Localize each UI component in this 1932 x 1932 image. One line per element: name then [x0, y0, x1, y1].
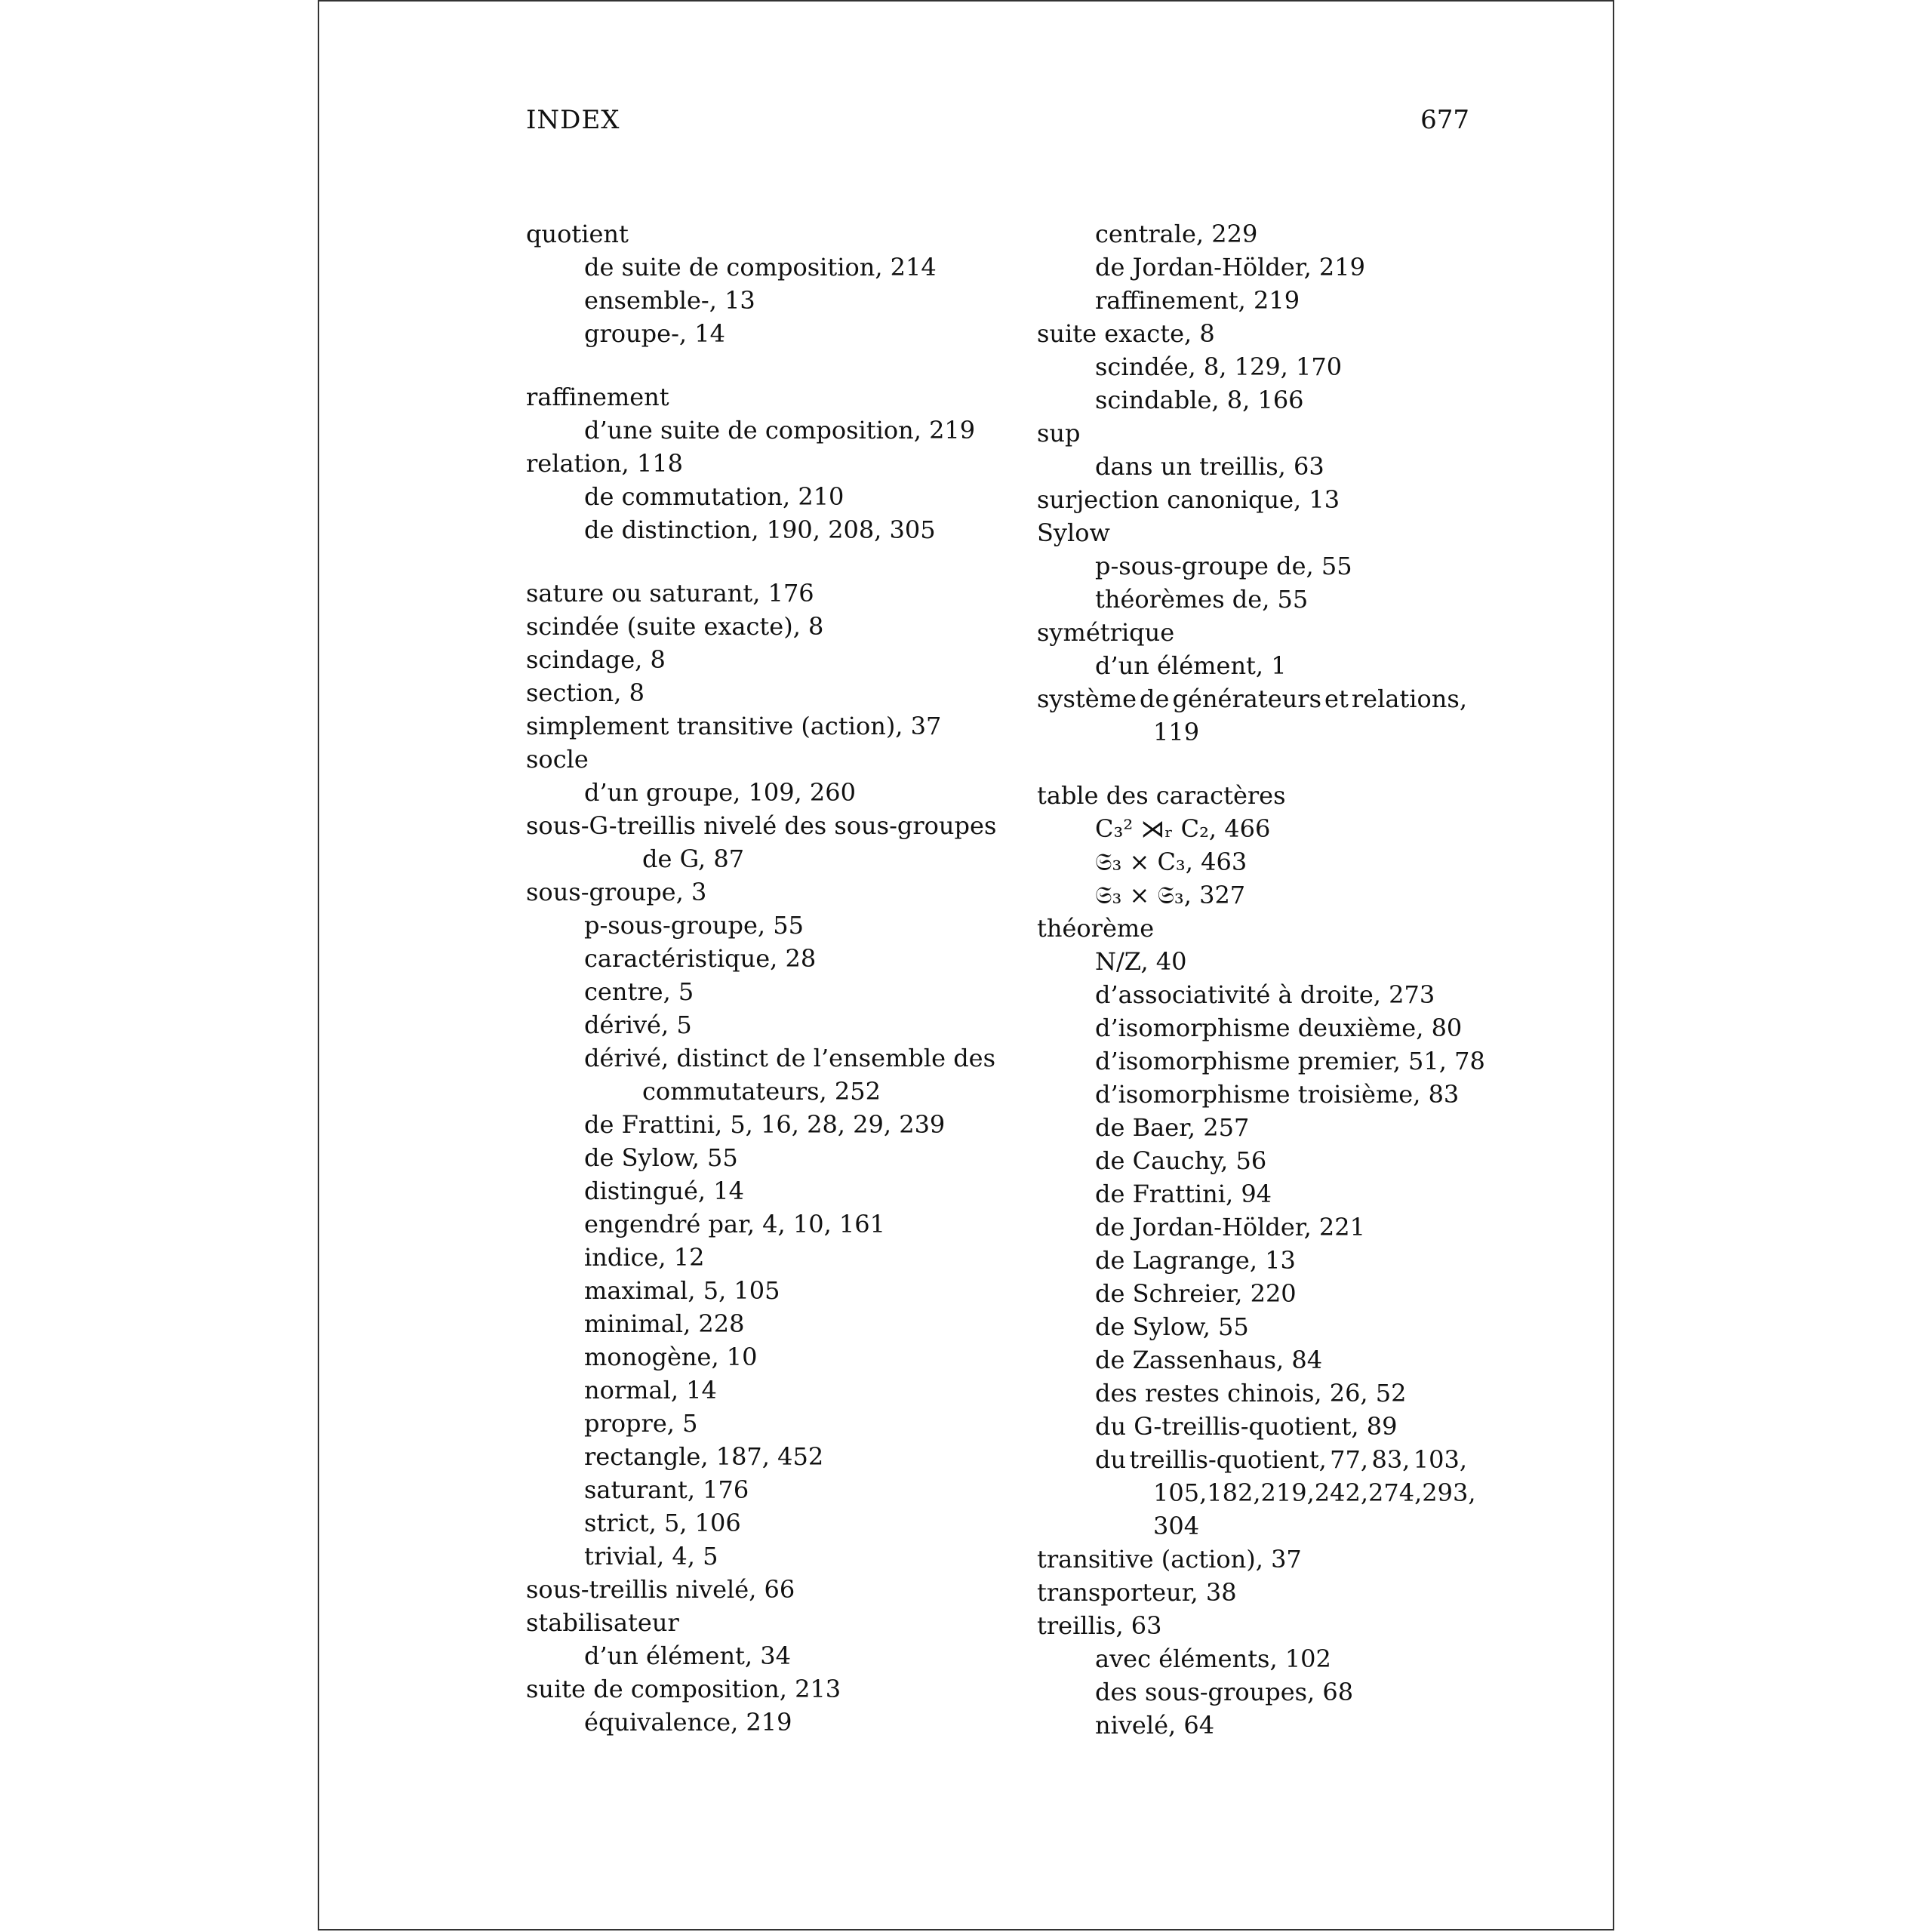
justified-word: 77,: [1330, 1445, 1369, 1474]
index-subentry: maximal, 5, 105: [584, 1276, 780, 1305]
index-subentry: de Frattini, 94: [1095, 1180, 1272, 1208]
index-subentry: engendré par, 4, 10, 161: [584, 1210, 885, 1238]
index-entry: transporteur, 38: [1037, 1578, 1237, 1607]
index-subentry: équivalence, 219: [584, 1708, 792, 1737]
index-subentry: commutateurs, 252: [642, 1077, 881, 1106]
index-entry: symétrique: [1037, 618, 1175, 647]
index-subentry: des sous-groupes, 68: [1095, 1678, 1354, 1706]
index-subentry: p-sous-groupe, 55: [584, 911, 804, 940]
index-subentry: groupe-, 14: [584, 319, 725, 348]
justified-word: 105,: [1153, 1478, 1208, 1507]
index-subentry: d’associativité à droite, 273: [1095, 980, 1435, 1009]
index-entry: relation, 118: [526, 449, 683, 478]
index-subentry: rectangle, 187, 452: [584, 1442, 824, 1471]
justified-word: 103,: [1413, 1445, 1467, 1474]
index-subentry: 𝔖₃ × C₃, 463: [1095, 848, 1247, 876]
index-subentry: [1037, 1476, 1476, 1509]
index-subentry: nivelé, 64: [1095, 1711, 1215, 1740]
justified-word: 274,: [1368, 1478, 1423, 1507]
index-subentry: de G, 87: [642, 844, 745, 873]
index-subentry: de Cauchy, 56: [1095, 1146, 1267, 1175]
index-subentry: d’isomorphisme troisième, 83: [1095, 1080, 1460, 1109]
justified-word: relations,: [1351, 685, 1467, 713]
index-entry: table des caractères: [1037, 781, 1286, 810]
index-subentry: d’isomorphisme deuxième, 80: [1095, 1014, 1463, 1042]
index-column-right: [1037, 217, 1485, 1742]
justified-word: treillis-quotient,: [1129, 1445, 1327, 1474]
running-head: INDEX: [526, 105, 620, 135]
index-subentry: de distinction, 190, 208, 305: [584, 515, 936, 544]
index-subentry: de Jordan-Hölder, 219: [1095, 253, 1365, 281]
justified-word: générateurs: [1172, 685, 1321, 713]
index-subentry: caractéristique, 28: [584, 944, 817, 973]
index-entry: [1037, 682, 1467, 715]
justified-word: de: [1140, 685, 1170, 713]
index-subentry: d’un élément, 1: [1095, 651, 1287, 680]
justified-word: du: [1095, 1445, 1127, 1474]
index-column-left: [526, 217, 997, 1739]
index-subentry: raffinement, 219: [1095, 286, 1300, 315]
index-subentry: trivial, 4, 5: [584, 1542, 718, 1571]
index-entry: sous-groupe, 3: [526, 878, 707, 906]
index-subentry: de Lagrange, 13: [1095, 1246, 1296, 1275]
index-subentry: scindée, 8, 129, 170: [1095, 352, 1343, 381]
index-subentry: d’un élément, 34: [584, 1641, 791, 1670]
index-subentry: d’une suite de composition, 219: [584, 416, 976, 445]
index-entry: section, 8: [526, 678, 645, 707]
entry-group-gap: [1037, 749, 1467, 779]
index-subentry: 𝔖₃ × 𝔖₃, 327: [1095, 881, 1246, 909]
justified-word: 219,: [1260, 1478, 1315, 1507]
entry-group-gap: [526, 350, 979, 380]
index-subentry: avec éléments, 102: [1095, 1644, 1331, 1673]
index-subentry: de Frattini, 5, 16, 28, 29, 239: [584, 1110, 946, 1139]
index-subentry: théorèmes de, 55: [1095, 585, 1309, 614]
index-entry: théorème: [1037, 914, 1155, 943]
index-subentry: dans un treillis, 63: [1095, 452, 1324, 481]
index-entry: Sylow: [1037, 518, 1110, 547]
index-subentry: 119: [1153, 718, 1200, 746]
index-subentry: normal, 14: [584, 1376, 717, 1404]
index-entry: transitive (action), 37: [1037, 1545, 1302, 1574]
index-entry: quotient: [526, 220, 629, 248]
index-subentry: dérivé, distinct de l’ensemble des: [584, 1044, 996, 1072]
index-subentry: des restes chinois, 26, 52: [1095, 1379, 1407, 1407]
index-subentry: du G-treillis-quotient, 89: [1095, 1412, 1398, 1441]
book-page: [318, 0, 1614, 1930]
index-subentry: monogène, 10: [584, 1343, 758, 1371]
index-subentry: indice, 12: [584, 1243, 705, 1272]
index-entry: surjection canonique, 13: [1037, 485, 1340, 514]
index-entry: socle: [526, 745, 589, 774]
index-subentry: centrale, 229: [1095, 220, 1258, 248]
index-subentry: de Jordan-Hölder, 221: [1095, 1213, 1365, 1241]
index-subentry: scindable, 8, 166: [1095, 386, 1304, 414]
index-entry: sup: [1037, 419, 1081, 448]
index-subentry: propre, 5: [584, 1409, 698, 1438]
index-subentry: d’un groupe, 109, 260: [584, 778, 856, 807]
index-entry: stabilisateur: [526, 1608, 679, 1637]
index-subentry: de Baer, 257: [1095, 1113, 1250, 1142]
justified-word: 242,: [1314, 1478, 1368, 1507]
index-entry: suite exacte, 8: [1037, 319, 1215, 348]
index-subentry: minimal, 228: [584, 1309, 745, 1338]
justified-word: 182,: [1207, 1478, 1261, 1507]
index-entry: suite de composition, 213: [526, 1675, 841, 1703]
index-subentry: C₃² ⋊ᵣ C₂, 466: [1095, 814, 1271, 843]
index-entry: raffinement: [526, 383, 669, 411]
index-entry: sous-G-treillis nivelé des sous-groupes: [526, 811, 997, 840]
index-entry: simplement transitive (action), 37: [526, 712, 942, 740]
index-subentry: d’isomorphisme premier, 51, 78: [1095, 1047, 1485, 1075]
justified-word: 83,: [1371, 1445, 1411, 1474]
justified-word: 293,: [1422, 1478, 1476, 1507]
index-subentry: de Sylow, 55: [584, 1143, 738, 1172]
index-subentry: p-sous-groupe de, 55: [1095, 552, 1352, 580]
index-entry: treillis, 63: [1037, 1611, 1162, 1640]
index-entry: sature ou saturant, 176: [526, 579, 814, 608]
index-subentry: saturant, 176: [584, 1475, 749, 1504]
index-subentry: 304: [1153, 1512, 1200, 1540]
index-subentry: de Schreier, 220: [1095, 1279, 1297, 1308]
index-subentry: dérivé, 5: [584, 1011, 692, 1039]
index-subentry: centre, 5: [584, 977, 694, 1006]
index-subentry: de commutation, 210: [584, 482, 844, 511]
index-entry: scindée (suite exacte), 8: [526, 612, 824, 641]
index-entry: scindage, 8: [526, 645, 666, 674]
entry-group-gap: [526, 546, 979, 577]
index-subentry: de Sylow, 55: [1095, 1312, 1249, 1341]
justified-word: système: [1037, 685, 1137, 713]
justified-word: et: [1324, 685, 1349, 713]
index-subentry: distingué, 14: [584, 1177, 744, 1205]
index-subentry: ensemble-, 13: [584, 286, 755, 315]
index-subentry: N/Z, 40: [1095, 947, 1187, 976]
page-number: 677: [1420, 105, 1469, 135]
index-subentry: de Zassenhaus, 84: [1095, 1346, 1323, 1374]
index-entry: sous-treillis nivelé, 66: [526, 1575, 795, 1604]
index-subentry: de suite de composition, 214: [584, 253, 937, 281]
index-subentry: strict, 5, 106: [584, 1509, 741, 1537]
index-subentry: [1037, 1443, 1467, 1476]
